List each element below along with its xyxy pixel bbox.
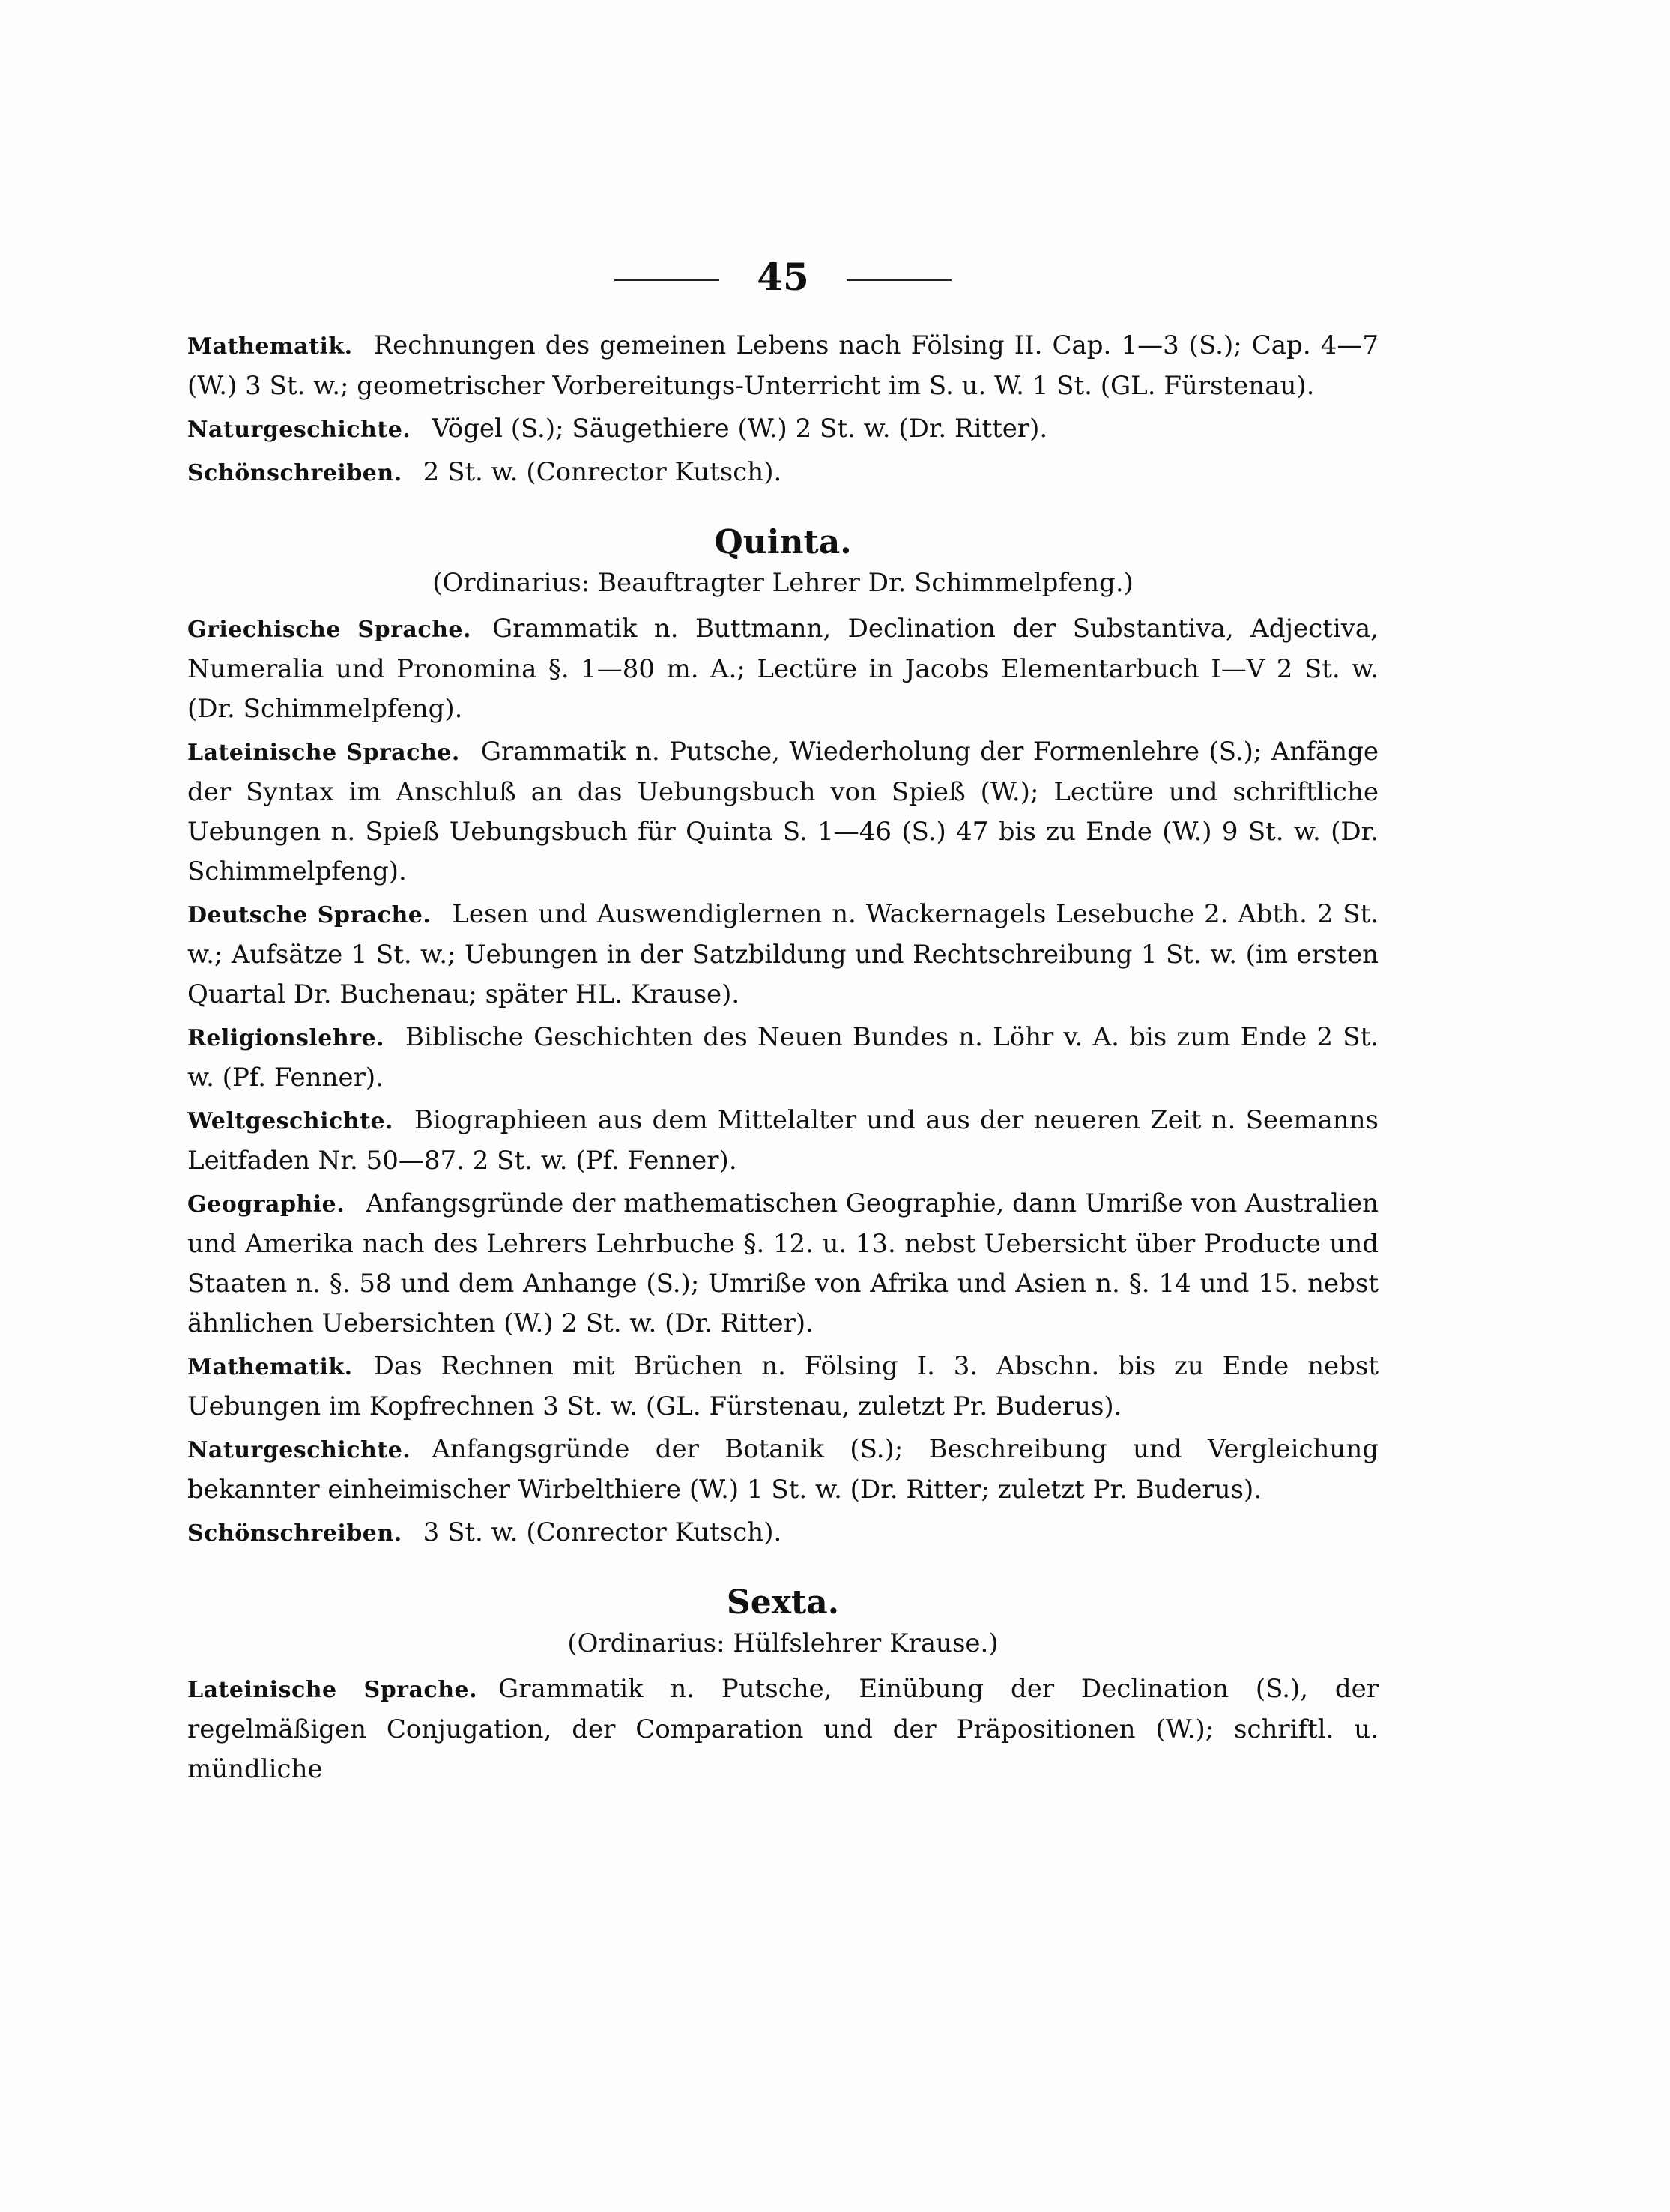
entry-lateinisch-sexta xyxy=(187,1669,1379,1789)
entry-schoenschreiben-quinta xyxy=(187,1513,1379,1553)
subject-label: Schönschreiben. xyxy=(187,460,402,486)
entry-weltgeschichte xyxy=(187,1101,1379,1181)
entry-schoenschreiben-quarta xyxy=(187,453,1379,493)
entry-text: 2 St. w. (Conrector Kutsch). xyxy=(423,457,782,487)
subject-label: Naturgeschichte. xyxy=(187,417,411,443)
ordinarius-sexta: (Ordinarius: Hülfslehrer Krause.) xyxy=(567,1628,999,1658)
subject-label: Mathematik. xyxy=(187,333,353,360)
document-page xyxy=(187,255,1379,1792)
subject-label: Griechische Sprache. xyxy=(187,617,471,643)
entry-text: Rechnungen des gemeinen Lebens nach Fölsing II. Cap. 1—3 (S.); Cap. 4—7 (W.) 3 St. w.; geometrischer Vorbereitungs-Unterricht im S. u. W. 1 St. (GL. Fürstenau). xyxy=(187,330,1379,401)
entry-text: Anfangsgründe der mathematischen Geographie, dann Umriße von Australien und Amerika nach des Lehrers Lehrbuche §. 12. u. 13. nebst Uebersicht über Producte und Staaten n. §. 58 und dem Anhange (S.); Umriße von Afrika und Asien n. §. 14 und 15. nebst ähnlichen Uebersichten (W.) 2 St. w. (Dr. Ritter). xyxy=(187,1188,1379,1338)
rule-right xyxy=(847,279,952,281)
page-number: 45 xyxy=(187,255,1379,299)
subject-label: Lateinische Sprache. xyxy=(187,1677,478,1703)
subject-label: Lateinische Sprache. xyxy=(187,740,460,766)
entry-geographie xyxy=(187,1184,1379,1344)
subject-label: Religionslehre. xyxy=(187,1025,385,1051)
entry-text: Grammatik n. Putsche, Einübung der Declination (S.), der regelmäßigen Conjugation, der Comparation und der Präpositionen (W.); schriftl. u. mündliche xyxy=(187,1674,1379,1784)
entry-deutsch xyxy=(187,895,1379,1015)
section-title-quinta: Quinta. xyxy=(714,523,852,561)
ordinarius-quinta: (Ordinarius: Beauftragter Lehrer Dr. Schimmelpfeng.) xyxy=(432,568,1134,598)
entry-text: Grammatik n. Buttmann, Declination der Substantiva, Adjectiva, Numeralia und Pronomina §. 1—80 m. A.; Lectüre in Jacobs Elementarbuch I—V 2 St. w. (Dr. Schimmelpfeng). xyxy=(187,614,1379,724)
section-title-sexta: Sexta. xyxy=(726,1583,840,1622)
subject-label: Mathematik. xyxy=(187,1354,353,1380)
entry-religion xyxy=(187,1018,1379,1098)
entry-griechisch xyxy=(187,609,1379,729)
entry-text: Vögel (S.); Säugethiere (W.) 2 St. w. (Dr. Ritter). xyxy=(432,414,1048,444)
entry-text: Biblische Geschichten des Neuen Bundes n. Löhr v. A. bis zum Ende 2 St. w. (Pf. Fenner). xyxy=(187,1022,1379,1093)
entry-text: Das Rechnen mit Brüchen n. Fölsing I. 3. Abschn. bis zu Ende nebst Uebungen im Kopfrechnen 3 St. w. (GL. Fürstenau, zuletzt Pr. Buderus). xyxy=(187,1351,1379,1421)
subject-label: Naturgeschichte. xyxy=(187,1437,411,1463)
entry-naturgeschichte-quinta xyxy=(187,1430,1379,1510)
entry-text: 3 St. w. (Conrector Kutsch). xyxy=(423,1517,782,1547)
entry-text: Grammatik n. Putsche, Wiederholung der Formenlehre (S.); Anfänge der Syntax im Anschluß an das Uebungsbuch von Spieß (W.); Lectüre und schriftliche Uebungen n. Spieß Uebungsbuch für Quinta S. 1—46 (S.) 47 bis zu Ende (W.) 9 St. w. (Dr. Schimmelpfeng). xyxy=(187,737,1379,886)
subject-label: Geographie. xyxy=(187,1191,345,1218)
entry-naturgeschichte-quarta xyxy=(187,409,1379,450)
entry-mathematik-quarta xyxy=(187,326,1379,406)
entry-lateinisch-quinta xyxy=(187,732,1379,892)
entry-text: Lesen und Auswendiglernen n. Wackernagels Lesebuche 2. Abth. 2 St. w.; Aufsätze 1 St. w.; Uebungen in der Satzbildung und Rechtschreibung 1 St. w. (im ersten Quartal Dr. Buchenau; später HL. Krause). xyxy=(187,899,1379,1009)
entry-text: Anfangsgründe der Botanik (S.); Beschreibung und Vergleichung bekannter einheimischer Wirbelthiere (W.) 1 St. w. (Dr. Ritter; zuletzt Pr. Buderus). xyxy=(187,1434,1379,1505)
subject-label: Weltgeschichte. xyxy=(187,1108,393,1134)
entry-text: Biographieen aus dem Mittelalter und aus der neueren Zeit n. Seemanns Leitfaden Nr. 50—87. 2 St. w. (Pf. Fenner). xyxy=(187,1105,1379,1176)
subject-label: Schönschreiben. xyxy=(187,1520,402,1547)
subject-label: Deutsche Sprache. xyxy=(187,902,432,928)
entry-mathematik-quinta xyxy=(187,1347,1379,1427)
rule-left xyxy=(614,279,719,281)
